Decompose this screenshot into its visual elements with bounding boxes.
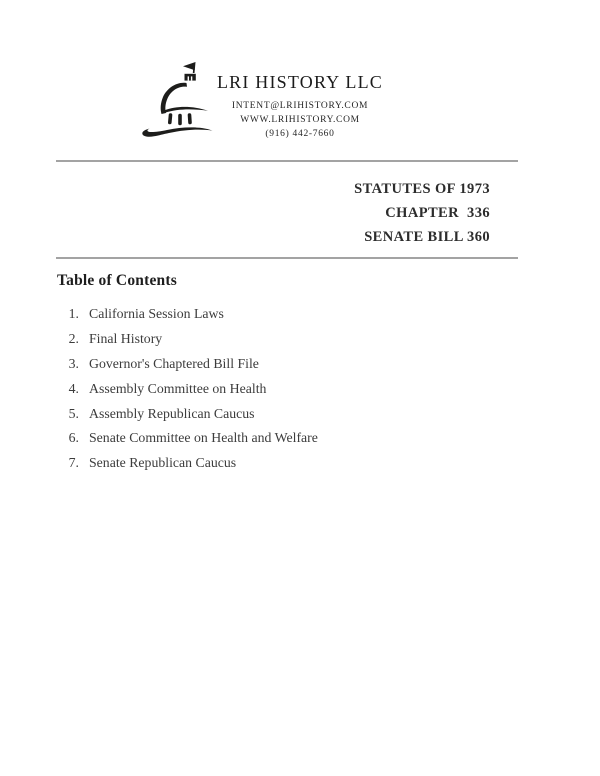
toc-item-label: Senate Republican Caucus	[89, 455, 237, 471]
toc-item-label: Governor's Chaptered Bill File	[89, 355, 259, 371]
toc-item-number: 5.	[68, 405, 79, 421]
divider-top	[56, 160, 518, 162]
toc-item	[0, 401, 600, 426]
toc-item-label: Final History	[89, 331, 163, 347]
statute-chapter: CHAPTER 336	[385, 205, 490, 221]
toc-item-number: 4.	[68, 380, 79, 396]
company-name: LRI HISTORY LLC	[216, 72, 383, 92]
toc-item-label: California Session Laws	[89, 306, 224, 322]
statute-bill: SENATE BILL 360	[364, 229, 490, 245]
statute-block	[354, 177, 490, 249]
toc-item	[0, 327, 600, 352]
toc-item-label: Assembly Republican Caucus	[89, 405, 255, 421]
toc-item-number: 2.	[68, 331, 79, 347]
toc-item	[0, 451, 600, 476]
toc-item-number: 6.	[68, 430, 79, 446]
toc-item-number: 1.	[68, 306, 79, 322]
statute-year: STATUTES OF 1973	[354, 181, 490, 197]
toc-list	[0, 302, 600, 476]
company-phone: (916) 442-7660	[265, 129, 335, 139]
letterhead	[0, 72, 600, 141]
toc-item-label: Assembly Committee on Health	[89, 380, 267, 396]
toc-item-number: 3.	[68, 355, 79, 371]
divider-bottom	[56, 257, 518, 259]
toc-item	[0, 352, 600, 377]
company-email: INTENT@LRIHISTORY.COM	[231, 101, 369, 111]
toc-title: Table of Contents	[57, 272, 177, 289]
toc-item	[0, 376, 600, 401]
toc-item	[0, 426, 600, 451]
company-website: WWW.LRIHISTORY.COM	[240, 115, 360, 125]
toc-item	[0, 302, 600, 327]
toc-item-label: Senate Committee on Health and Welfare	[89, 430, 318, 446]
toc-item-number: 7.	[68, 455, 79, 471]
